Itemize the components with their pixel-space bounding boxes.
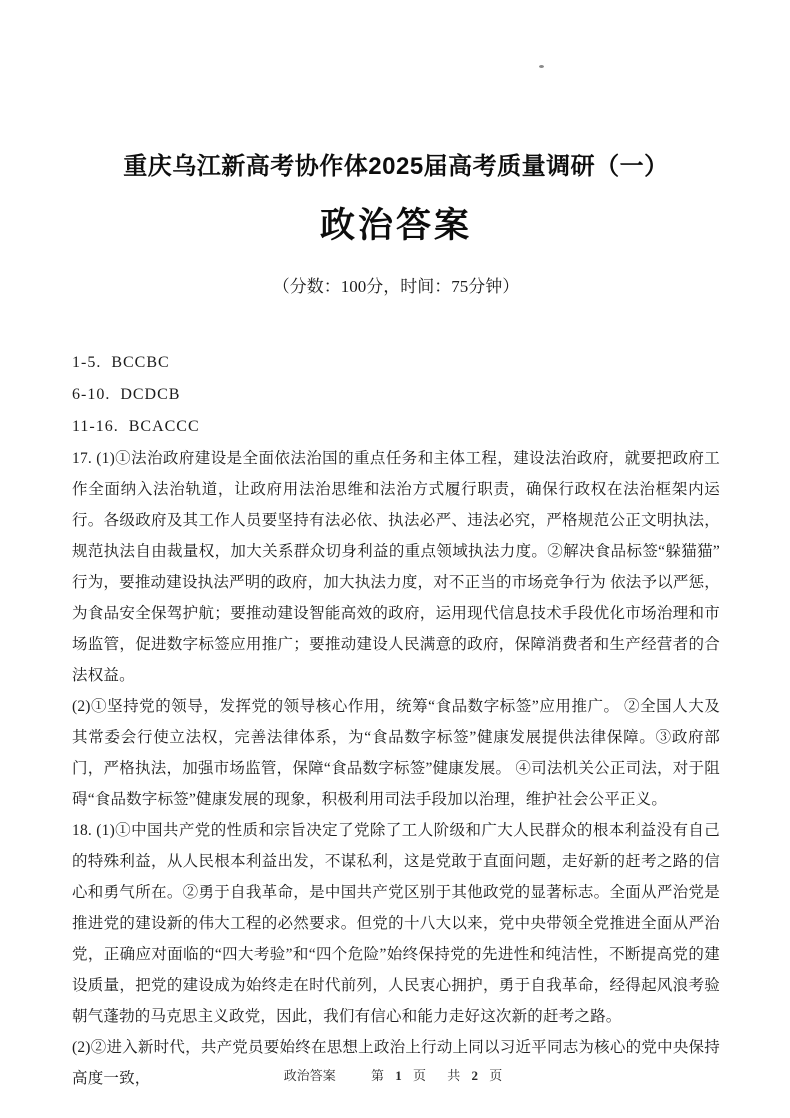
page-footer bbox=[0, 1065, 790, 1084]
paragraph-q17-part1: 17. (1)①法治政府建设是全面依法治国的重点任务和主体工程，建设法治政府，就要把政府工作全面纳入法治轨道，让政府用法治思维和法治方式履行职责，确保行政权在法治框架内运行。各级政府及其工作人员要坚持有法必依、执法必严、违法必究，严格规范公正文明执法，规范执法自由裁量权，加大关系群众切身利益的重点领域执法力度。②解决食品标签“躲猫猫”行为，要推动建设执法严明的政府，加大执法力度，对不正当的市场竞争行为 依法予以严惩，为食品安全保驾护航；要推动建设智能高效的政府，运用现代信息技术手段优化市场治理和市场监管，促进数字标签应用推广；要推动建设人民满意的政府，保障消费者和生产经营者的合法权益。 bbox=[72, 450, 720, 684]
paragraph-q17-part2: (2)①坚持党的领导，发挥党的领导核心作用，统筹“食品数字标签”应用推广。 ②全国人大及其常委会行使立法权，完善法律体系，为“食品数字标签”健康发展提供法律保障。③政府部门，严格执法，加强市场监管，保障“食品数字标签”健康发展。 ④司法机关公正司法，对于阻碍“食品数字标签”健康发展的现象，积极利用司法手段加以治理，维护社会公平正义。 bbox=[72, 698, 720, 808]
answer-line-11-16: 11-16. BCACCC bbox=[72, 418, 200, 435]
paragraph-q18-part1: 18. (1)①中国共产党的性质和宗旨决定了党除了工人阶级和广大人民群众的根本利益没有自己的特殊利益，从人民根本利益出发，不谋私利，这是党敢于直面问题，走好新的赶考之路的信心和勇气所在。②勇于自我革命，是中国共产党区别于其他政党的显著标志。全面从严治党是推进党的建设新的伟大工程的必然要求。但党的十八大以来，党中央带领全党推进全面从严治党，正确应对面临的“四大考验”和“四个危险”始终保持党的先进性和纯洁性，不断提高党的建设质量，把党的建设成为始终走在时代前列，人民衷心拥护，勇于自我革命，经得起风浪考验朝气蓬勃的马克思主义政党，因此，我们有信心和能力走好这次新的赶考之路。 bbox=[72, 822, 720, 1025]
footer-page-word: 第 bbox=[370, 1068, 384, 1083]
ink-speck bbox=[539, 65, 544, 68]
footer-page-unit: 页 bbox=[412, 1068, 426, 1083]
footer-page-number: 1 bbox=[395, 1068, 402, 1083]
footer-total-word: 共 bbox=[447, 1068, 461, 1083]
answer-line-1-5: 1-5. BCCBC bbox=[72, 354, 170, 371]
footer-total-unit: 页 bbox=[489, 1068, 503, 1083]
document-subtitle: 政治答案 bbox=[319, 206, 472, 245]
answer-body bbox=[72, 443, 720, 1094]
document-title: 重庆乌江新高考协作体2025届高考质量调研（一） bbox=[123, 153, 669, 180]
paragraph-q18-part2: (2)②进入新时代，共产党员要始终在思想上政治上行动上同以习近平同志为核心的党中央保持高度一致， bbox=[72, 1039, 720, 1087]
exam-score-time-info: （分数：100分，时间：75分钟） bbox=[272, 277, 520, 296]
answer-line-6-10: 6-10. DCDCB bbox=[72, 386, 181, 403]
answer-key-block bbox=[72, 347, 720, 443]
footer-doc-label: 政治答案 bbox=[283, 1068, 336, 1083]
footer-total-number: 2 bbox=[471, 1068, 479, 1083]
